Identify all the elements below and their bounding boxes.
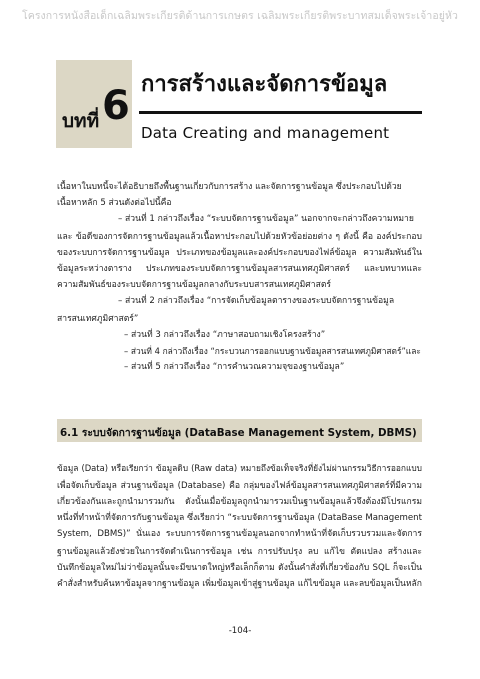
- intro-list-item-continued: ของระบบการจัดการฐานข้อมูล ประเภทของข้อมูลและองค์ประกอบของไฟล์ข้อมูล ความสัมพันธ์ใน: [57, 248, 422, 258]
- body-paragraph-line: เกี่ยวข้องกันและถูกนำมารวมกัน ดังนั้นเมื่อข้อมูลถูกนำมารวมเป็นฐานข้อมูลแล้วจึงต้องมีโปรแกรม: [57, 497, 422, 507]
- intro-list-item: – ส่วนที่ 5 กล่าวถึงเรื่อง “การคำนวณความจุของฐานข้อมูล”: [124, 362, 345, 372]
- body-paragraph-line: ข้อมูล (Data) หรือเรียกว่า ข้อมูลดิบ (Raw data) หมายถึงข้อเท็จจริงที่ยังไม่ผ่านกรรมวิธีการออกแบบ: [57, 463, 422, 473]
- section-heading: 6.1 ระบบจัดการฐานข้อมูล (DataBase Management System, DBMS): [60, 427, 417, 439]
- intro-list-item-continued: สารสนเทศภูมิศาสตร์”: [57, 314, 139, 324]
- body-paragraph-line: คำสั่งสำหรับค้นหาข้อมูลจากฐานข้อมูล เพิ่มข้อมูลเข้าสู่ฐานข้อมูล แก้ไขข้อมูล และลบข้อมูลเป็นหลัก: [57, 579, 422, 589]
- intro-paragraph-line: เนื้อหาหลัก 5 ส่วนดังต่อไปนี้คือ: [57, 198, 172, 208]
- intro-list-item: – ส่วนที่ 4 กล่าวถึงเรื่อง “กระบวนการออกแบบฐานข้อมูลสารสนเทศภูมิศาสตร์”และ: [124, 346, 421, 356]
- chapter-prefix: บทที่: [62, 110, 100, 132]
- chapter-title-rule: [139, 111, 422, 114]
- body-paragraph-line: บันทึกข้อมูลใหม่ไม่ว่าข้อมูลนั้นจะมีขนาดใหญ่หรือเล็กก็ตาม ดังนั้นคำสั่งที่เกี่ยวข้องกับ SQL ก็จะเป็น: [57, 563, 422, 573]
- intro-list-item-continued: ข้อมูลระหว่างตาราง ประเภทของระบบจัดการฐานข้อมูลสารสนเทศภูมิศาสตร์ และบทบาทและ: [57, 264, 422, 274]
- body-paragraph-line: ฐานข้อมูลแล้วยังช่วยในการจัดดำเนินการข้อมูล เช่น การปรับปรุง ลบ แก้ไข ตัดแปลง สร้างและ: [57, 547, 422, 557]
- intro-paragraph-line: เนื้อหาในบทนี้จะได้อธิบายถึงพื้นฐานเกี่ยวกับการสร้าง และจัดการฐานข้อมูล ซึ่งประกอบไปด้วย: [57, 182, 402, 192]
- chapter-number: 6: [102, 83, 130, 129]
- running-header: โครงการหนังสือเด็กเฉลิมพระเกียรติด้านการเกษตร เฉลิมพระเกียรติพระบาทสมเด็จพระเจ้าอยู่หัว: [21, 10, 459, 22]
- intro-list-item: – ส่วนที่ 1 กล่าวถึงเรื่อง “ระบบจัดการฐานข้อมูล” นอกจากจะกล่าวถึงความหมาย: [118, 214, 414, 224]
- intro-list-item: – ส่วนที่ 3 กล่าวถึงเรื่อง “ภาษาสอบถามเชิงโครงสร้าง”: [124, 330, 326, 340]
- chapter-title-english: Data Creating and management: [141, 124, 390, 142]
- page-number: -104-: [228, 626, 252, 636]
- intro-list-item-continued: ความสัมพันธ์ของระบบจัดการฐานข้อมูลกลางกับระบบสารสนเทศภูมิศาสตร์: [57, 280, 332, 290]
- body-paragraph-line: System, DBMS)” นั่นเอง ระบบการจัดการฐานข้อมูลนอกจากทำหน้าที่จัดเก็บรวบรวมและจัดการ: [57, 529, 422, 539]
- body-paragraph-line: เพื่อจัดเก็บข้อมูล ส่วนฐานข้อมูล (Database) คือ กลุ่มของไฟล์ข้อมูลสารสนเทศภูมิศาสตร์ที่มีความ: [57, 481, 422, 491]
- intro-list-item: – ส่วนที่ 2 กล่าวถึงเรื่อง “การจัดเก็บข้อมูลตารางของระบบจัดการฐานข้อมูล: [118, 296, 395, 306]
- intro-list-item-continued: และ ข้อดีของการจัดการฐานข้อมูลแล้วเนื้อหาประกอบไปด้วยหัวข้อย่อยต่าง ๆ ดังนี้ คือ องค์ประกอบ: [57, 232, 422, 242]
- body-paragraph-line: หนึ่งที่ทำหน้าที่จัดการกับฐานข้อมูล ซึ่งเรียกว่า “ระบบจัดการฐานข้อมูล (DataBase Management: [57, 513, 422, 523]
- chapter-title-thai: การสร้างและจัดการข้อมูล: [141, 72, 388, 97]
